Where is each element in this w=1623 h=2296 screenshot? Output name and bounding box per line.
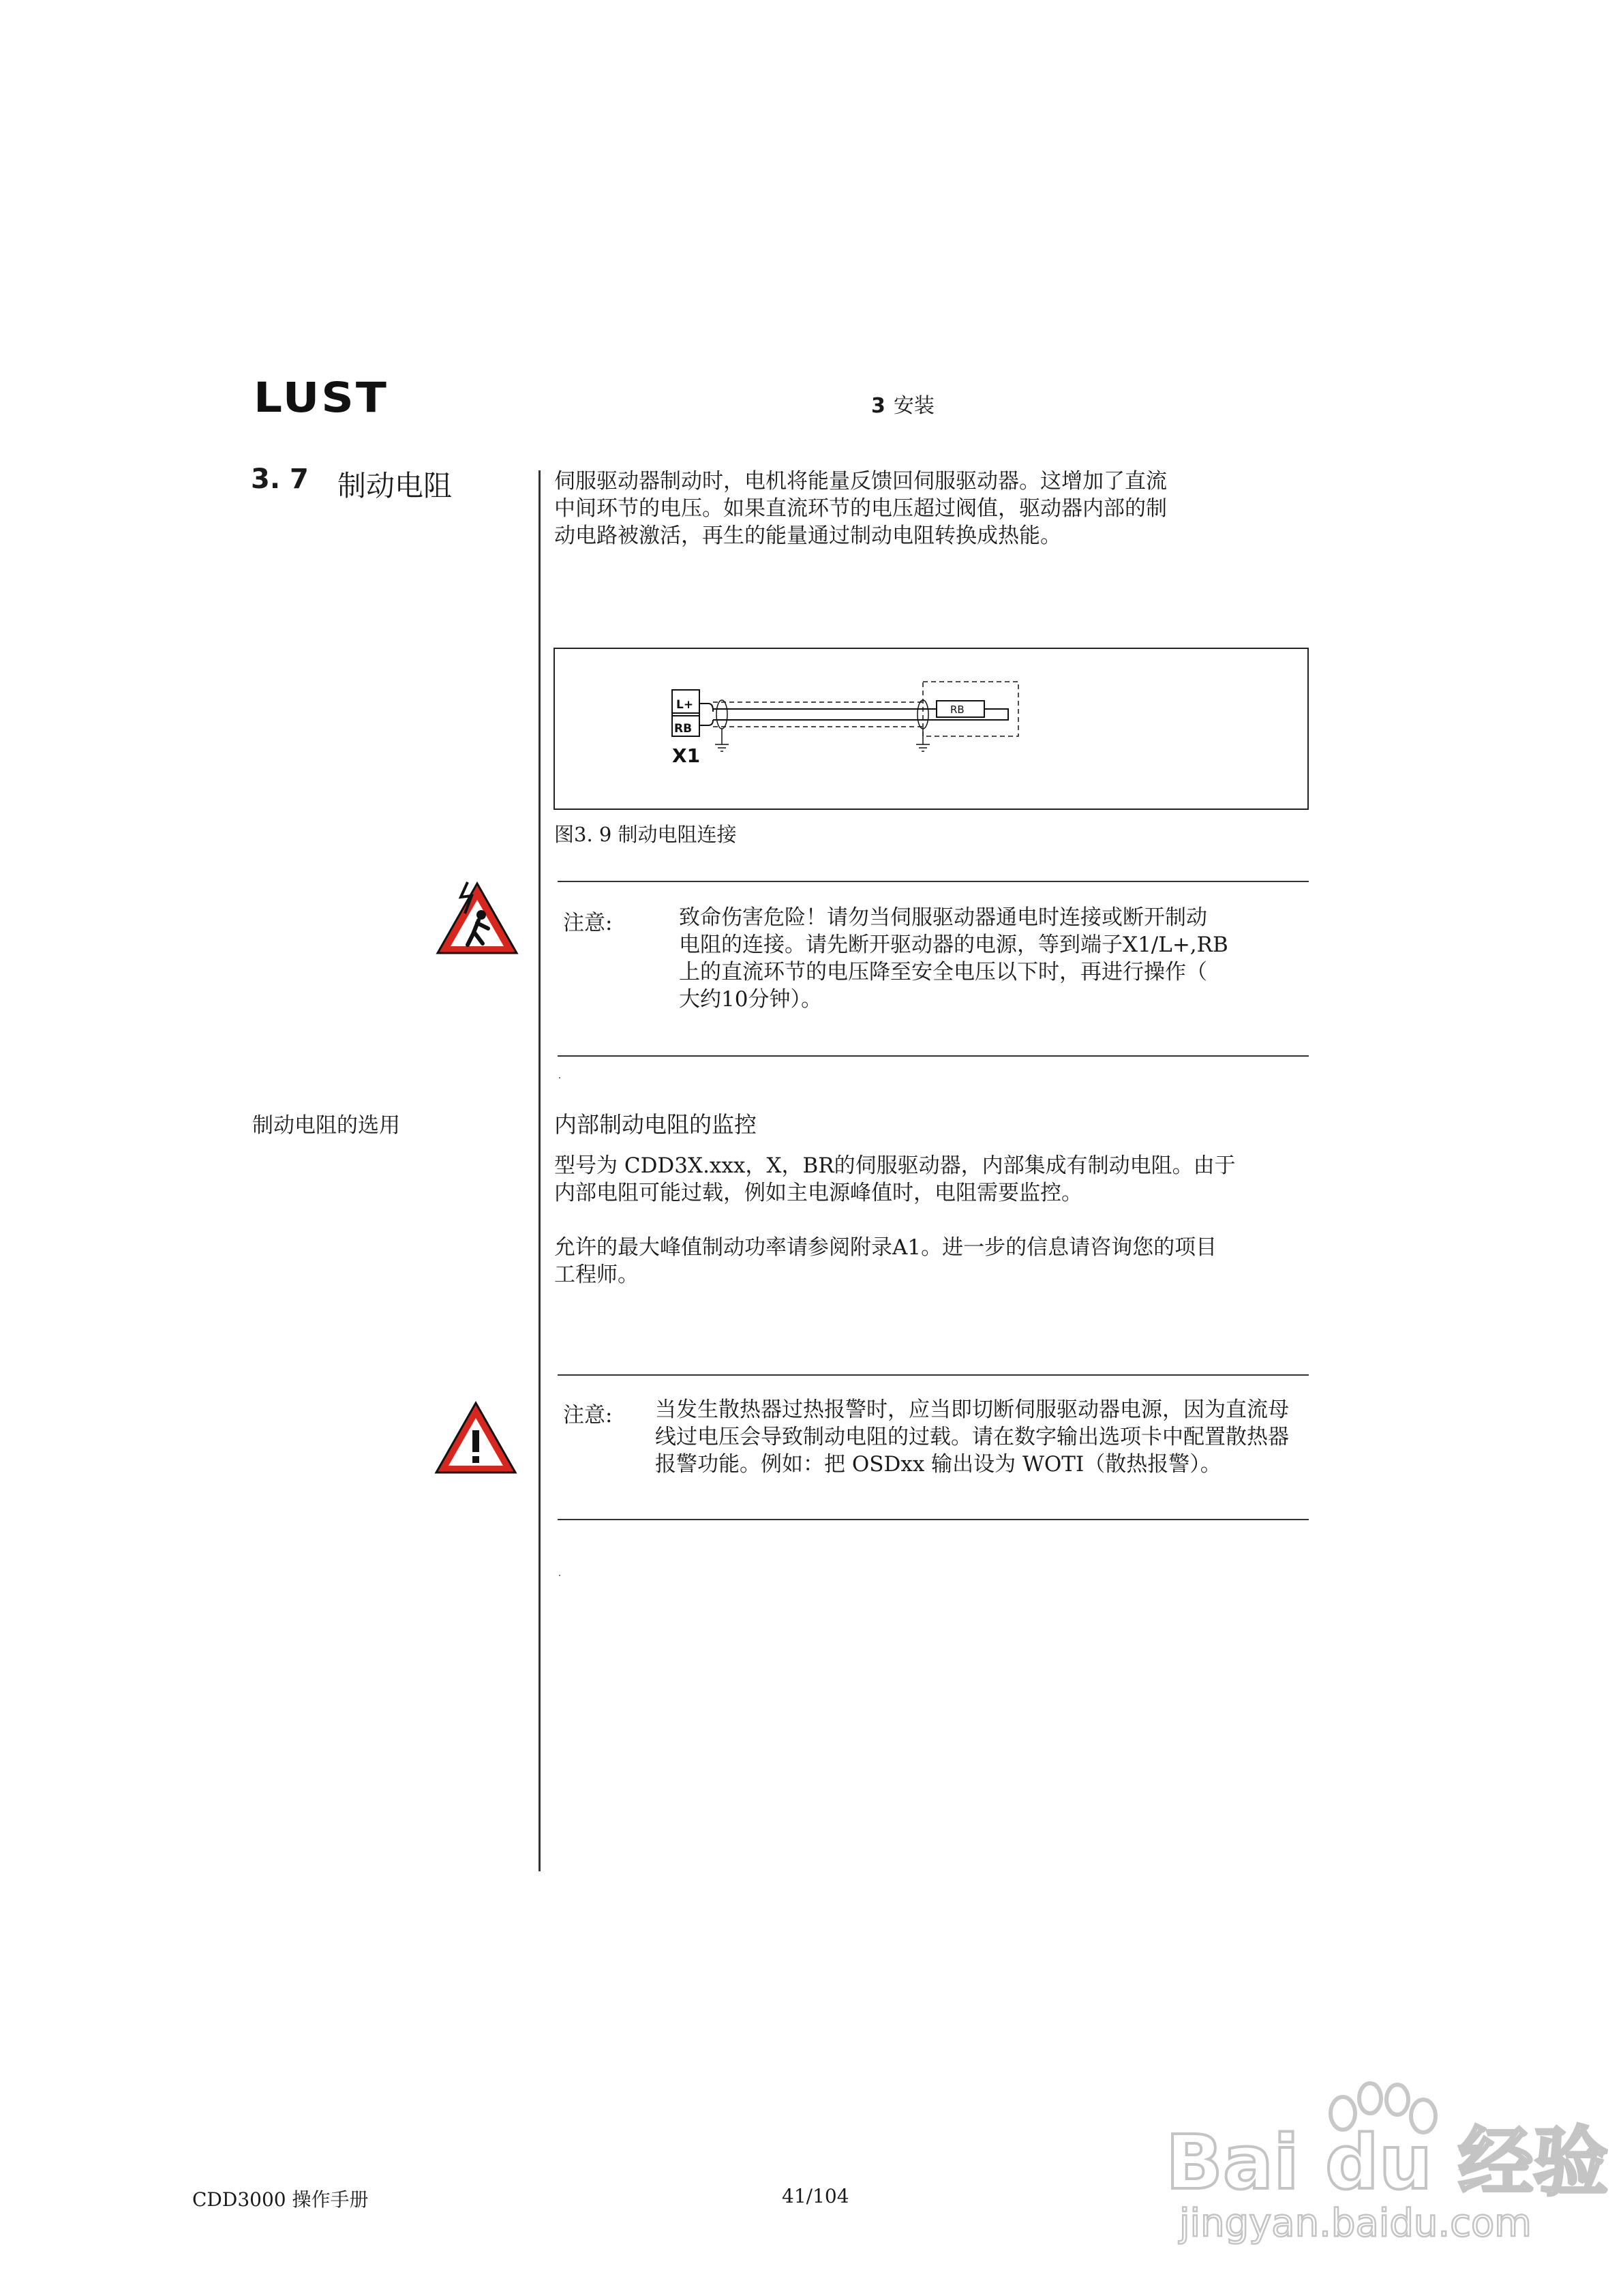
column-divider bbox=[539, 470, 541, 1871]
figure-caption: 图3. 9 制动电阻连接 bbox=[554, 823, 737, 846]
terminal-label-lplus: L+ bbox=[676, 698, 694, 712]
watermark-brand: Bai du 经验 bbox=[1166, 2119, 1609, 2206]
chapter-title: 安装 bbox=[893, 394, 935, 418]
chapter-header bbox=[871, 389, 935, 419]
note2-top-rule bbox=[558, 1374, 1309, 1376]
electric-shock-warning-icon bbox=[434, 879, 521, 958]
braking-resistor-wiring-diagram bbox=[555, 649, 1307, 809]
note2-bottom-rule bbox=[558, 1519, 1309, 1520]
baidu-watermark bbox=[1159, 2079, 1609, 2250]
chapter-number: 3 bbox=[871, 394, 885, 418]
selection-paragraph-2: 允许的最大峰值制动功率请参阅附录A1。进一步的信息请咨询您的项目 工程师。 bbox=[554, 1235, 1217, 1287]
resistor-label: RB bbox=[950, 704, 965, 716]
side-heading-selection: 制动电阻的选用 bbox=[252, 1113, 400, 1138]
note1-label: 注意: bbox=[563, 911, 613, 935]
note1-bottom-rule bbox=[558, 1055, 1309, 1057]
stray-dot-2 bbox=[559, 1575, 560, 1576]
exclamation-warning-icon bbox=[432, 1399, 519, 1477]
subheading-monitoring: 内部制动电阻的监控 bbox=[554, 1111, 757, 1138]
footer-manual-title: CDD3000 操作手册 bbox=[192, 2188, 369, 2211]
stray-dot bbox=[559, 1077, 560, 1078]
section-number: 3. 7 bbox=[251, 464, 309, 495]
section-title: 制动电阻 bbox=[337, 469, 453, 502]
terminal-label-rb: RB bbox=[674, 722, 693, 736]
terminal-label-x1: X1 bbox=[672, 744, 701, 767]
note1-body: 致命伤害危险！请勿当伺服驱动器通电时连接或断开制动 电阻的连接。请先断开驱动器的电源，等到端子X1/L+,RB 上的直流环节的电压降至安全电压以下时，再进行操作（ 大约10分钟）。 bbox=[679, 905, 1228, 1012]
note1-top-rule bbox=[558, 881, 1309, 882]
intro-paragraph: 伺服驱动器制动时，电机将能量反馈回伺服驱动器。这增加了直流 中间环节的电压。如果直流环节的电压超过阀值，驱动器内部的制 动电路被激活，再生的能量通过制动电阻转换成热能。 bbox=[554, 469, 1167, 548]
watermark-url: jingyan.baidu.com bbox=[1179, 2201, 1532, 2246]
footer-page-number: 41/104 bbox=[782, 2185, 849, 2207]
figure-frame bbox=[553, 648, 1309, 810]
note2-body: 当发生散热器过热报警时，应当即切断伺服驱动器电源，因为直流母 线过电压会导致制动电阻的过载。请在数字输出选项卡中配置散热器 报警功能。例如：把 OSDxx 输出设为 WOTI（散热报警）。 bbox=[655, 1398, 1289, 1477]
note2-label: 注意: bbox=[563, 1403, 613, 1428]
brand-logo: LUST bbox=[254, 374, 389, 422]
selection-paragraph-1: 型号为 CDD3X.xxx，X，BR的伺服驱动器，内部集成有制动电阻。由于 内部电阻可能过载，例如主电源峰值时，电阻需要监控。 bbox=[554, 1153, 1236, 1205]
